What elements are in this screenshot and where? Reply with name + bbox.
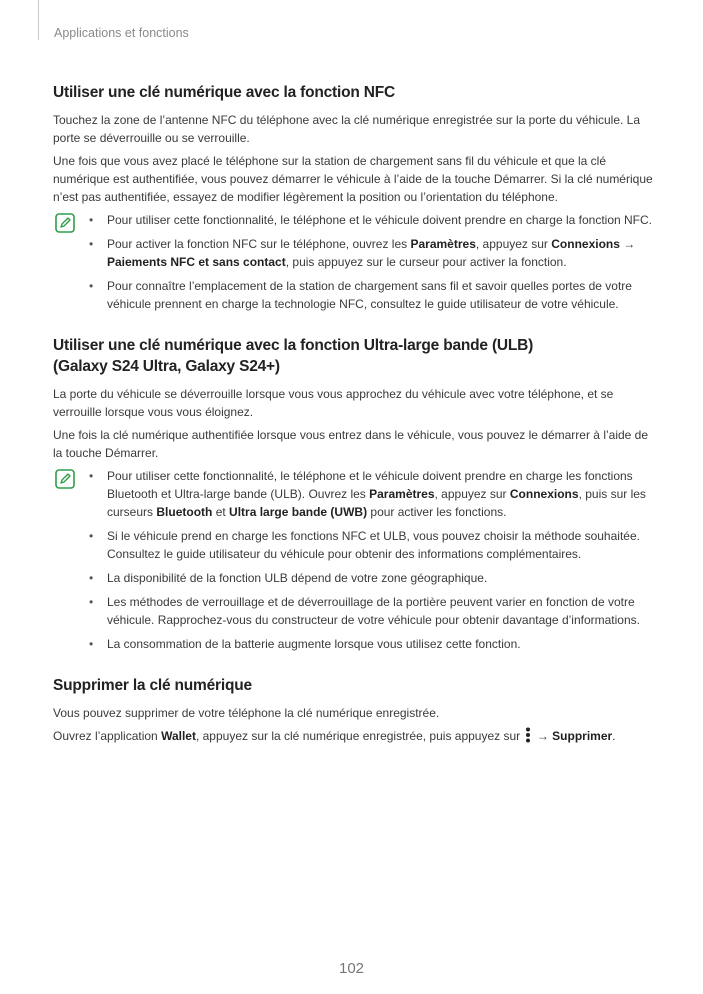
uwb-paragraph-2: Une fois la clé numérique authentifiée lorsque vous entrez dans le véhicule, vous pouvez le démarrer à l’aide de la touche Démarrer. (53, 428, 649, 460)
nfc-paragraph-1: Touchez la zone de l’antenne NFC du téléphone avec la clé numérique enregistrée sur la porte du véhicule. La porte se déverrouille ou se verrouille. (53, 113, 641, 145)
uwb-paragraph-1: La porte du véhicule se déverrouille lorsque vous vous approchez du véhicule avec votre téléphone, et se verrouille lorsque vous vous éloignez. (53, 387, 614, 419)
uwb-note-item-3: • La disponibilité de la fonction ULB dépend de votre zone géographique. (107, 569, 653, 587)
uwb-note-item-4: • Les méthodes de verrouillage et de déverrouillage de la portière peuvent varier en fonction de votre véhicule. Rapprochez-vous du constructeur de votre véhicule pour obtenir davantage d’informations. (107, 593, 653, 629)
uwb-title: Utiliser une clé numérique avec la fonction Ultra-large bande (ULB) (Galaxy S24 Ultra, Galaxy S24+) (53, 337, 534, 375)
running-header: Applications et fonctions (54, 26, 189, 40)
uwb-note-item-1: • Pour utiliser cette fonctionnalité, le téléphone et le véhicule doivent prendre en charge les fonctions Bluetooth et Ultra-large bande (ULB). Ouvrez les Paramètres, appuyez sur Connexions, puis sur les curseurs Bluetooth et Ultra large bande (UWB) pour activer les fonctions. (107, 467, 653, 521)
more-options-icon (525, 727, 531, 743)
nfc-note (53, 211, 653, 313)
page-content (53, 82, 653, 750)
nfc-paragraph-2: Une fois que vous avez placé le téléphone sur la station de chargement sans fil du véhicule et que la clé numérique est authentifiée, vous pouvez démarrer le véhicule à l’aide de la touche Démarrer. Si la clé numérique n’est pas authentifiée, essayez de modifier légèrement la position ou l’orientation du téléphone. (53, 154, 653, 204)
delete-paragraph-1: Vous pouvez supprimer de votre téléphone la clé numérique enregistrée. (53, 706, 440, 720)
nfc-note-item-3: • Pour connaître l’emplacement de la station de chargement sans fil et savoir quelles portes de votre véhicule prennent en charge la technologie NFC, consultez le guide utilisateur de votre véhicule. (107, 277, 653, 313)
note-pencil-icon (55, 213, 75, 233)
page-number: 102 (338, 960, 365, 977)
delete-title: Supprimer la clé numérique (53, 677, 252, 694)
uwb-note-item-2: • Si le véhicule prend en charge les fonctions NFC et ULB, vous pouvez choisir la méthode souhaitée. Consultez le guide utilisateur du véhicule pour obtenir des informations complémentaires. (107, 527, 653, 563)
side-rule (38, 0, 39, 40)
nfc-title: Utiliser une clé numérique avec la fonction NFC (53, 84, 396, 101)
note-pencil-icon (55, 469, 75, 489)
uwb-note-item-5: • La consommation de la batterie augmente lorsque vous utilisez cette fonction. (107, 635, 653, 653)
nfc-note-item-2: • Pour activer la fonction NFC sur le téléphone, ouvrez les Paramètres, appuyez sur Connexions → Paiements NFC et sans contact, puis appuyez sur le curseur pour activer la fonction. (107, 235, 653, 271)
nfc-note-item-1: • Pour utiliser cette fonctionnalité, le téléphone et le véhicule doivent prendre en charge la fonction NFC. (107, 211, 653, 229)
uwb-note (53, 467, 653, 653)
delete-paragraph-2: Ouvrez l’application Wallet, appuyez sur la clé numérique enregistrée, puis appuyez sur → Supprimer. (53, 729, 616, 743)
